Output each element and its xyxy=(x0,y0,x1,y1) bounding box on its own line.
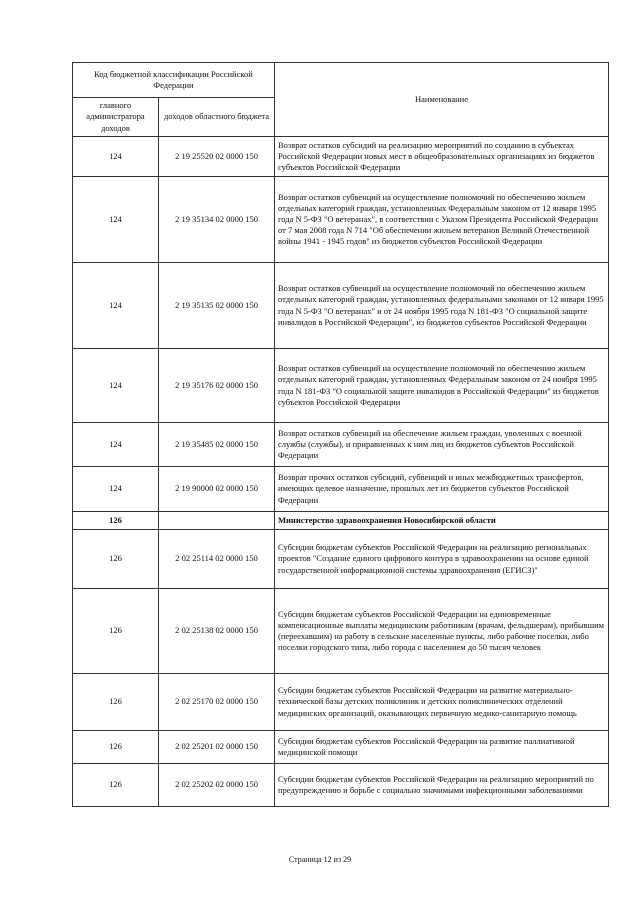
income-code-cell: 2 02 25138 02 0000 150 xyxy=(159,589,275,674)
table-row xyxy=(73,137,609,177)
name-cell: Субсидии бюджетам субъектов Российской Федерации на развитие паллиативной медицинской помощи xyxy=(275,731,609,764)
name-cell: Возврат остатков субвенций на обеспечение жильем граждан, уволенных с военной службы (службы), и приравненных к ним лиц из бюджетов субъектов Российской Федерации xyxy=(275,423,609,467)
name-cell: Возврат остатков субвенций на осуществление полномочий по обеспечению жильем отдельных категорий граждан, установленных Федеральным законом от 24 ноября 1995 года N 181-ФЗ "О социальной защите инвалидов в Российской Федерации" из бюджетов субъектов Российской Федерации xyxy=(275,349,609,423)
name-cell: Субсидии бюджетам субъектов Российской Федерации на реализацию мероприятий по предупреждению и борьбе с социально значимыми инфекционными заболеваниями xyxy=(275,764,609,807)
header-code-group: Код бюджетной классификации Российской Федерации xyxy=(73,63,275,98)
admin-code-cell: 124 xyxy=(73,137,159,177)
admin-code-cell: 126 xyxy=(73,589,159,674)
admin-code-cell: 124 xyxy=(73,467,159,512)
admin-code-cell: 126 xyxy=(73,674,159,731)
admin-code-cell: 124 xyxy=(73,177,159,263)
table-row xyxy=(73,530,609,589)
admin-code-cell: 124 xyxy=(73,423,159,467)
admin-code-cell: 126 xyxy=(73,530,159,589)
income-code-cell: 2 19 35176 02 0000 150 xyxy=(159,349,275,423)
income-code-cell: 2 19 35134 02 0000 150 xyxy=(159,177,275,263)
admin-code-cell: 126 xyxy=(73,764,159,807)
name-cell: Субсидии бюджетам субъектов Российской Федерации на развитие материально-технической базы детских поликлиник и детских поликлинических отделений медицинских организаций, оказывающих первичную медико-санитарную помощь xyxy=(275,674,609,731)
income-code-cell: 2 19 25520 02 0000 150 xyxy=(159,137,275,177)
income-code-cell: 2 02 25201 02 0000 150 xyxy=(159,731,275,764)
table-row xyxy=(73,589,609,674)
admin-code-cell: 126 xyxy=(73,512,159,530)
admin-code-cell: 124 xyxy=(73,349,159,423)
table-row xyxy=(73,731,609,764)
name-cell: Министерство здравоохранения Новосибирской области xyxy=(275,512,609,530)
table-row xyxy=(73,674,609,731)
header-name: Наименование xyxy=(275,63,609,137)
name-cell: Субсидии бюджетам субъектов Российской Федерации на единовременные компенсационные выплаты медицинским работникам (врачам, фельдшерам), прибывшим (переехавшим) на работу в сельские населенные пункты, либо рабочие поселки, либо поселки городского типа, либо города с населением до 50 тысяч человек xyxy=(275,589,609,674)
budget-classification-table xyxy=(72,62,609,807)
table-row xyxy=(73,764,609,807)
header-income: доходов областного бюджета xyxy=(159,98,275,137)
name-cell: Возврат остатков субвенций на осуществление полномочий по обеспечению жильем отдельных категорий граждан, установленных федеральными законами от 12 января 1995 года N 5-ФЗ "О ветеранах" и от 24 ноября 1995 года N 181-ФЗ "О социальной защите инвалидов в Российской Федерации", из бюджетов субъектов Российской Федерации xyxy=(275,263,609,349)
name-cell: Возврат прочих остатков субсидий, субвенций и иных межбюджетных трансфертов, имеющих целевое назначение, прошлых лет из бюджетов субъектов Российской Федерации xyxy=(275,467,609,512)
income-code-cell: 2 19 90000 02 0000 150 xyxy=(159,467,275,512)
header-admin: главного администратора доходов xyxy=(73,98,159,137)
table-row xyxy=(73,177,609,263)
table-row xyxy=(73,512,609,530)
name-cell: Субсидии бюджетам субъектов Российской Федерации на реализацию региональных проектов "Создание единого цифрового контура в здравоохранении на основе единой государственной информационной системы здравоохранения (ЕГИСЗ)" xyxy=(275,530,609,589)
table-row xyxy=(73,467,609,512)
income-code-cell: 2 02 25202 02 0000 150 xyxy=(159,764,275,807)
income-code-cell xyxy=(159,512,275,530)
admin-code-cell: 126 xyxy=(73,731,159,764)
admin-code-cell: 124 xyxy=(73,263,159,349)
page-number: Страница 12 из 29 xyxy=(288,855,352,864)
table-row xyxy=(73,423,609,467)
name-cell: Возврат остатков субсидий на реализацию мероприятий по созданию в субъектах Российской Федерации новых мест в общеобразовательных организациях из бюджетов субъектов Российской Федерации xyxy=(275,137,609,177)
name-cell: Возврат остатков субвенций на осуществление полномочий по обеспечению жильем отдельных категорий граждан, установленных Федеральным законом от 12 января 1995 года N 5-ФЗ "О ветеранах", в соответствии с Указом Президента Российской Федерации от 7 мая 2008 года N 714 "Об обеспечении жильем ветеранов Великой Отечественной войны 1941 - 1945 годов" из бюджетов субъектов Российской Федерации xyxy=(275,177,609,263)
income-code-cell: 2 02 25170 02 0000 150 xyxy=(159,674,275,731)
income-code-cell: 2 19 35135 02 0000 150 xyxy=(159,263,275,349)
table-row xyxy=(73,349,609,423)
table-row xyxy=(73,263,609,349)
income-code-cell: 2 02 25114 02 0000 150 xyxy=(159,530,275,589)
income-code-cell: 2 19 35485 02 0000 150 xyxy=(159,423,275,467)
